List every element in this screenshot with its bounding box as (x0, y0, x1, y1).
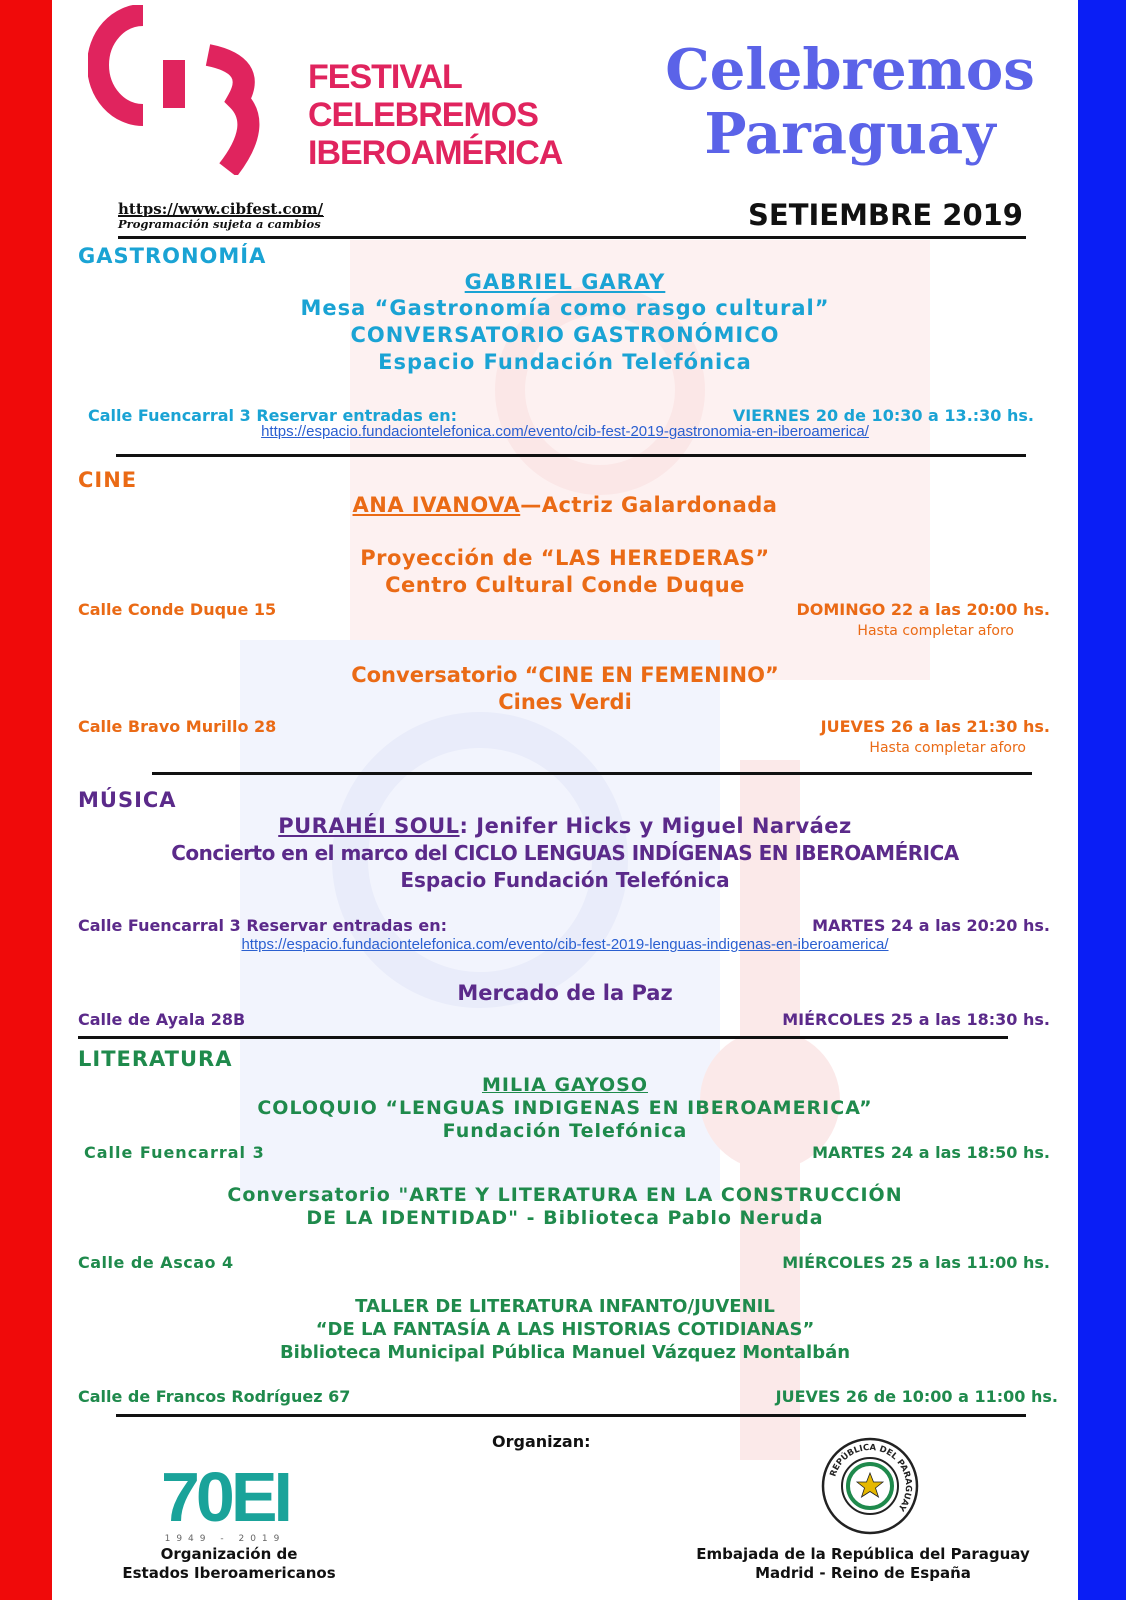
section-heading-gastronomia: GASTRONOMÍA (78, 244, 267, 268)
festival-logo-text (308, 58, 562, 172)
gastronomia-event-type: CONVERSATORIO GASTRONÓMICO (350, 323, 780, 347)
literatura-event3-address: Calle de Francos Rodríguez 67 (78, 1387, 351, 1406)
gastronomia-event-title: Mesa “Gastronomía como rasgo cultural” (300, 296, 830, 320)
divider (116, 454, 1026, 457)
divider (116, 1414, 1026, 1417)
musica-artists (52, 814, 1078, 838)
gastronomia-address: Calle Fuencarral 3 Reservar entradas en: (88, 406, 457, 425)
literatura-event2-date: MIÉRCOLES 25 a las 11:00 hs. (782, 1253, 1050, 1272)
oei-logo-mark: 70EI (161, 1458, 289, 1536)
flag-blue-band (1078, 0, 1126, 1600)
logo-line-festival: FESTIVAL (308, 58, 462, 96)
literatura-event1-title: COLOQUIO “LENGUAS INDIGENAS EN IBEROAMERICA” (257, 1097, 873, 1119)
divider (118, 236, 1026, 239)
seal-text: REPÚBLICA DEL PARAGUAY (828, 1442, 914, 1513)
musica-venue: Espacio Fundación Telefónica (400, 868, 730, 892)
title-line-1: Celebremos (665, 37, 1035, 103)
literatura-event2-title-line1: Conversatorio "ARTE Y LITERATURA EN LA CONSTRUCCIÓN (227, 1184, 903, 1206)
oei-name (118, 1545, 340, 1583)
literatura-event1-address: Calle Fuencarral 3 (84, 1143, 265, 1162)
oei-name-line1: Organización de (160, 1545, 298, 1563)
literatura-event3-date: JUEVES 26 de 10:00 a 11:00 hs. (775, 1387, 1058, 1406)
literatura-event2-address: Calle de Ascao 4 (78, 1253, 234, 1272)
embassy-line2: Madrid - Reino de España (755, 1564, 971, 1582)
schedule-note: Programación sujeta a cambios (118, 216, 324, 231)
musica-event2-address: Calle de Ayala 28B (78, 1010, 246, 1029)
literatura-event3-title-line2: “DE LA FANTASÍA A LAS HISTORIAS COTIDIANAS” (315, 1319, 815, 1340)
literatura-event1-date: MARTES 24 a las 18:50 hs. (812, 1143, 1050, 1162)
cine-event1-note: Hasta completar aforo (857, 623, 1014, 639)
musica-date: MARTES 24 a las 20:20 hs. (812, 916, 1050, 935)
paraguay-seal-icon (820, 1436, 920, 1536)
cine-event1-title: Proyección de “LAS HEREDERAS” (360, 546, 770, 570)
musica-reservation-link[interactable]: https://espacio.fundaciontelefonica.com/evento/cib-fest-2019-lenguas-indigenas-en-iberoamerica/ (241, 936, 889, 953)
gastronomia-date: VIERNES 20 de 10:30 a 13.:30 hs. (732, 406, 1034, 425)
cine-event1-address: Calle Conde Duque 15 (78, 600, 277, 619)
embassy-name (690, 1545, 1036, 1583)
literatura-event1-venue: Fundación Telefónica (442, 1120, 688, 1142)
cine-event1-venue: Centro Cultural Conde Duque (385, 573, 745, 597)
cine-event2-note: Hasta completar aforo (869, 740, 1026, 756)
cine-event2-address: Calle Bravo Murillo 28 (78, 717, 277, 736)
title-line-2: Paraguay (704, 101, 996, 167)
month-label: SETIEMBRE 2019 (748, 198, 1023, 232)
musica-address: Calle Fuencarral 3 Reservar entradas en: (78, 916, 447, 935)
cine-event2-title: Conversatorio “CINE EN FEMENINO” (351, 663, 779, 687)
musica-event2-date: MIÉRCOLES 25 a las 18:30 hs. (782, 1010, 1050, 1029)
literatura-event2-title-line2: DE LA IDENTIDAD" - Biblioteca Pablo Neruda (306, 1207, 824, 1229)
cine-guest (52, 493, 1078, 517)
page-title (655, 38, 1045, 166)
musica-event2-venue: Mercado de la Paz (457, 981, 673, 1005)
musica-members: : Jenifer Hicks y Miguel Narváez (459, 814, 852, 838)
gastronomia-venue: Espacio Fundación Telefónica (378, 350, 752, 374)
oei-logo (140, 1458, 310, 1544)
oei-logo-years: 1949 - 2019 (164, 1534, 286, 1544)
literatura-guest-name: MILIA GAYOSO (481, 1074, 649, 1096)
cine-guest-role: —Actriz Galardonada (520, 493, 778, 517)
logo-line-celebremos: CELEBREMOS (308, 96, 538, 134)
section-heading-musica: MÚSICA (78, 788, 177, 812)
cine-guest-name: ANA IVANOVA (352, 493, 521, 517)
literatura-event3-title-line1: TALLER DE LITERATURA INFANTO/JUVENIL (355, 1296, 775, 1317)
musica-group-name: PURAHÉI SOUL (278, 814, 460, 838)
literatura-event3-venue: Biblioteca Municipal Pública Manuel Vázquez Montalbán (279, 1342, 851, 1363)
oei-name-line2: Estados Iberoamericanos (122, 1564, 336, 1582)
cine-event2-date: JUEVES 26 a las 21:30 hs. (820, 717, 1050, 736)
cine-event2-venue: Cines Verdi (498, 690, 632, 714)
website-link[interactable]: https://www.cibfest.com/ (118, 200, 324, 218)
musica-event-title: Concierto en el marco del CICLO LENGUAS INDÍGENAS EN IBEROAMÉRICA (171, 841, 959, 865)
organizers-label: Organizan: (492, 1432, 591, 1451)
divider (152, 772, 1032, 775)
cine-event1-date: DOMINGO 22 a las 20:00 hs. (796, 600, 1050, 619)
gastronomia-guest-name: GABRIEL GARAY (464, 270, 666, 294)
section-heading-literatura: LITERATURA (78, 1047, 233, 1071)
flag-red-band (0, 0, 52, 1600)
cib-logo-icon (88, 5, 278, 175)
gastronomia-reservation-link[interactable]: https://espacio.fundaciontelefonica.com/evento/cib-fest-2019-gastronomia-en-iberoamerica/ (261, 423, 869, 440)
embassy-line1: Embajada de la República del Paraguay (696, 1545, 1030, 1563)
divider (78, 1036, 1008, 1039)
logo-line-iberoamerica: IBEROAMÉRICA (308, 134, 563, 172)
section-heading-cine: CINE (78, 468, 138, 492)
